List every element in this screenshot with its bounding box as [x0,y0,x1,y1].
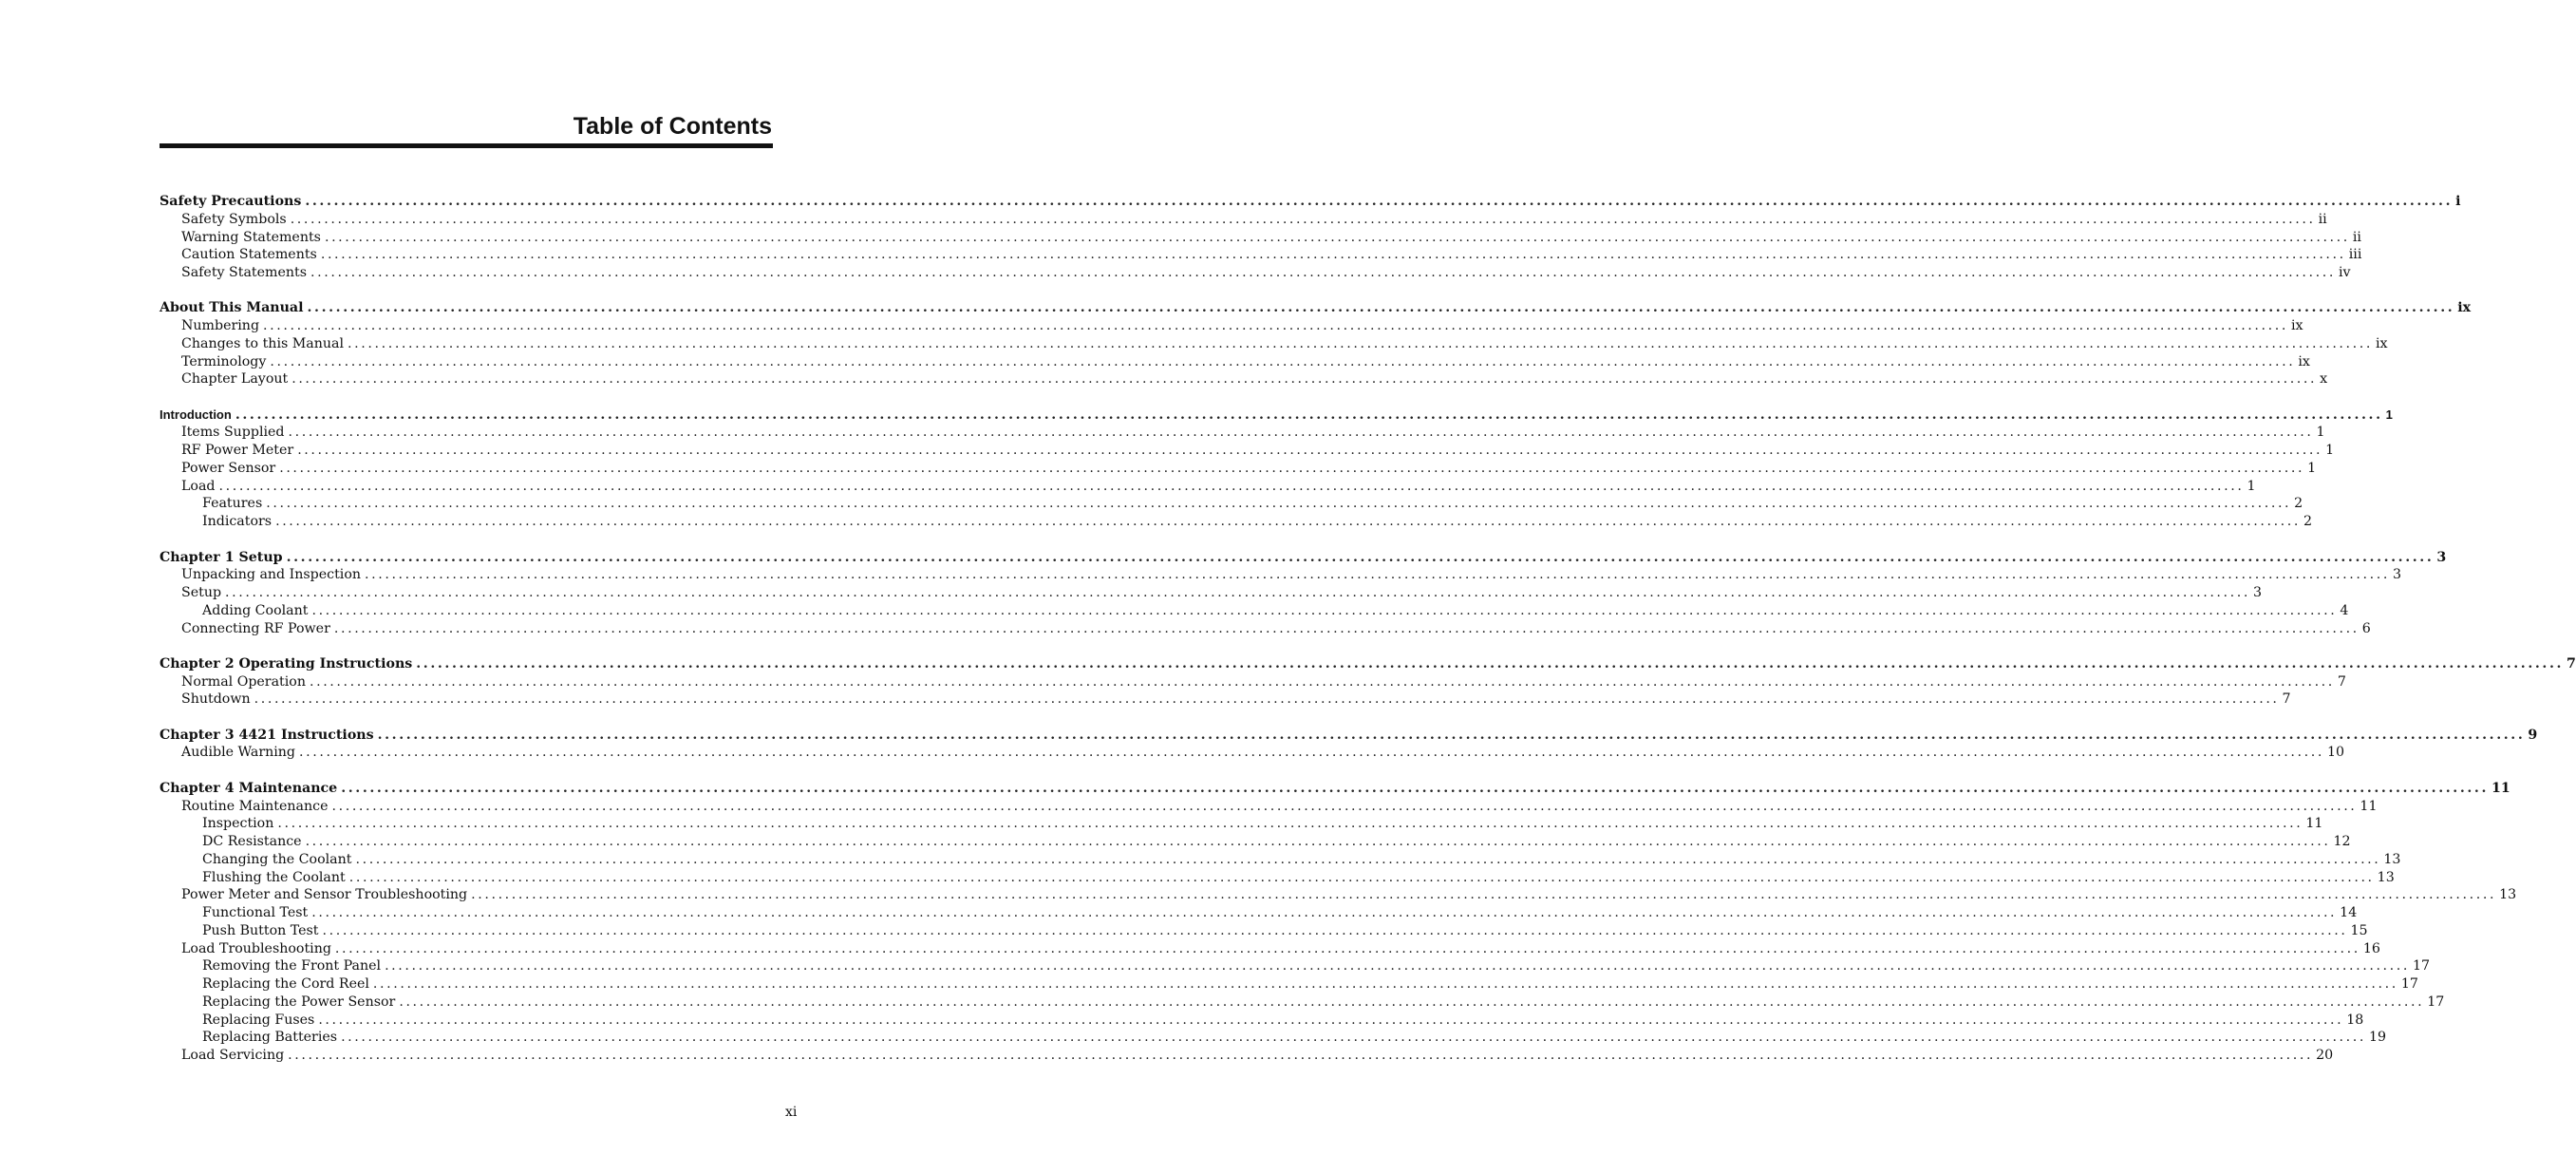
toc-entry[interactable] [160,317,2303,335]
toc-page-number: 14 [2340,905,2358,921]
dot-leader: ............................................................................................................................................................................................................................................................................................................ [275,514,2302,530]
toc-section-heading[interactable] [160,407,2393,425]
toc-section [160,727,2538,763]
dot-leader: ............................................................................................................................................................................................................................................................................................................ [310,265,2336,280]
toc-entry-label: Items Supplied [181,425,285,441]
toc-section [160,407,2393,531]
toc-page-number: 15 [2350,922,2368,938]
dot-leader: ............................................................................................................................................................................................................................................................................................................ [286,549,2435,565]
toc-page-number: 10 [2326,745,2345,761]
toc-entry-label: Safety Statements [181,265,307,280]
toc-page-number: 20 [2316,1048,2334,1064]
toc-entry[interactable] [160,922,2368,940]
toc-section-heading[interactable] [160,780,2510,798]
toc-entry-label: Flushing the Coolant [202,869,346,885]
toc-page-number: 7 [2567,655,2576,672]
toc-section-heading[interactable] [160,549,2447,567]
toc-page-number: iii [2348,247,2362,263]
toc-entry-label: Chapter 1 Setup [160,549,283,565]
toc-page-number: 16 [2362,940,2380,956]
toc-entry[interactable] [160,211,2327,229]
dot-leader: ............................................................................................................................................................................................................................................................................................................ [288,1048,2314,1064]
dot-leader: ............................................................................................................................................................................................................................................................................................................ [305,834,2331,850]
dot-leader: ............................................................................................................................................................................................................................................................................................................ [471,887,2497,903]
toc-page-number: 2 [2303,514,2313,530]
toc-page-number: 13 [2383,851,2401,867]
toc-section [160,780,2517,1065]
toc-entry-label: Functional Test [202,905,309,921]
toc-entry[interactable] [160,513,2313,531]
toc-entry[interactable] [160,1029,2387,1047]
toc-page-number: 3 [2436,549,2447,565]
page-number: xi [785,1105,798,1120]
toc-entry[interactable] [160,886,2517,904]
toc-entry[interactable] [160,957,2431,975]
dot-leader: ............................................................................................................................................................................................................................................................................................................ [291,371,2318,388]
dot-leader: ............................................................................................................................................................................................................................................................................................................ [318,1012,2344,1028]
dot-leader: ............................................................................................................................................................................................................................................................................................................ [322,922,2348,938]
page-title: Table of Contents [573,113,772,140]
toc-entry[interactable] [160,904,2358,922]
toc-entry-label: DC Resistance [202,834,302,850]
dot-leader: ............................................................................................................................................................................................................................................................................................................ [311,602,2338,618]
toc-entry[interactable] [160,424,2325,442]
dot-leader: ............................................................................................................................................................................................................................................................................................................ [254,691,2280,708]
dot-leader: ............................................................................................................................................................................................................................................................................................................ [385,958,2410,974]
dot-leader: ............................................................................................................................................................................................................................................................................................................ [324,229,2350,245]
toc-entry-label: About This Manual [160,300,304,316]
toc-page-number: 13 [2377,869,2395,885]
toc-entry[interactable] [160,264,2351,282]
toc-section [160,655,2576,709]
dot-leader: ............................................................................................................................................................................................................................................................................................................ [365,567,2390,583]
toc-entry[interactable] [160,442,2335,460]
dot-leader: ............................................................................................................................................................................................................................................................................................................ [311,905,2338,921]
toc-entry[interactable] [160,620,2371,638]
toc-entry-label: Shutdown [181,691,251,708]
toc-entry-label: Warning Statements [181,229,321,245]
toc-section-heading[interactable] [160,193,2461,211]
toc-page-number: 1 [2385,407,2393,422]
dot-leader: ............................................................................................................................................................................................................................................................................................................ [218,478,2245,494]
dot-leader: ............................................................................................................................................................................................................................................................................................................ [288,425,2314,441]
toc-entry[interactable] [160,993,2445,1012]
toc-entry[interactable] [160,602,2349,620]
toc-entry-label: Replacing Batteries [202,1030,338,1046]
dot-leader: ............................................................................................................................................................................................................................................................................................................ [355,851,2381,867]
toc-entry[interactable] [160,478,2256,496]
toc-page-number: 13 [2499,887,2517,903]
dot-leader: ............................................................................................................................................................................................................................................................................................................ [305,194,2454,209]
toc-entry-label: Inspection [202,816,274,832]
toc-page-number: 4 [2340,602,2349,618]
toc-entry[interactable] [160,975,2418,993]
toc-entry-label: Caution Statements [181,247,317,263]
dot-leader: ............................................................................................................................................................................................................................................................................................................ [399,993,2425,1010]
dot-leader: ............................................................................................................................................................................................................................................................................................................ [416,655,2565,672]
dot-leader: ............................................................................................................................................................................................................................................................................................................ [277,816,2303,832]
toc-entry-label: Features [202,496,263,512]
toc-entry-label: Safety Precautions [160,194,302,209]
toc-entry-label: Unpacking and Inspection [181,567,361,583]
toc-entry[interactable] [160,229,2361,247]
toc-page-number: 7 [2282,691,2291,708]
toc-entry[interactable] [160,460,2317,478]
toc-entry[interactable] [160,851,2401,869]
toc-entry-label: Changing the Coolant [202,851,352,867]
toc-section-heading[interactable] [160,299,2472,317]
dot-leader: ............................................................................................................................................................................................................................................................................................................ [334,940,2360,956]
toc-page-number: 3 [2392,567,2401,583]
toc-page-number: 12 [2333,834,2351,850]
toc-section-heading[interactable] [160,655,2576,673]
toc-entry-label: Replacing the Cord Reel [202,976,369,993]
dot-leader: ............................................................................................................................................................................................................................................................................................................ [270,353,2296,369]
toc-page-number: 9 [2528,727,2538,743]
toc-entry[interactable] [160,584,2263,602]
toc-entry-label: Numbering [181,318,260,334]
toc-entry-label: Changes to this Manual [181,335,345,351]
dot-leader: ............................................................................................................................................................................................................................................................................................................ [299,745,2324,761]
toc-entry[interactable] [160,246,2362,264]
toc-entry[interactable] [160,353,2310,371]
toc-page-number: 17 [2413,958,2431,974]
toc-page-number: 1 [2307,460,2317,476]
toc-entry-label: Introduction [160,407,232,422]
toc-page-number: 11 [2491,780,2510,796]
toc-page-number: 11 [2305,816,2323,832]
toc-page-number: 11 [2360,798,2378,814]
toc-page-number: 1 [2316,425,2325,441]
toc-entry-label: Safety Symbols [181,211,287,227]
toc-page-number: 19 [2369,1030,2387,1046]
toc-entry[interactable] [160,815,2323,833]
toc-entry-label: Load Servicing [181,1048,285,1064]
toc-entry[interactable] [160,744,2345,762]
toc-entry-label: Chapter Layout [181,371,289,388]
toc-page-number: 6 [2361,620,2371,636]
toc-entry-label: Routine Maintenance [181,798,329,814]
toc-entry-label: Removing the Front Panel [202,958,382,974]
toc-entry[interactable] [160,335,2388,353]
toc-page-number: 17 [2400,976,2418,993]
toc-page-number: ii [2352,229,2361,245]
toc-entry-label: Power Meter and Sensor Troubleshooting [181,887,468,903]
toc-page-number: x [2320,371,2328,388]
toc-entry[interactable] [160,370,2328,388]
toc-page-number: ix [2457,300,2472,316]
dot-leader: ............................................................................................................................................................................................................................................................................................................ [348,335,2373,351]
toc-entry-label: Chapter 3 4421 Instructions [160,727,374,743]
dot-leader: ............................................................................................................................................................................................................................................................................................................ [279,460,2305,476]
dot-leader: ............................................................................................................................................................................................................................................................................................................ [266,496,2292,512]
toc-entry[interactable] [160,691,2291,709]
toc-page-number: ix [2375,335,2388,351]
dot-leader: ............................................................................................................................................................................................................................................................................................................ [307,300,2455,316]
dot-leader: ............................................................................................................................................................................................................................................................................................................ [372,976,2398,993]
toc-page-number: 1 [2247,478,2256,494]
toc-entry-label: Load Troubleshooting [181,940,331,956]
dot-leader: ............................................................................................................................................................................................................................................................................................................ [341,1030,2366,1046]
toc-entry-label: Replacing the Power Sensor [202,993,396,1010]
dot-leader: ............................................................................................................................................................................................................................................................................................................ [309,673,2335,690]
toc-entry-label: Connecting RF Power [181,620,330,636]
toc-entry-label: Push Button Test [202,922,319,938]
toc-entry-label: Replacing Fuses [202,1012,315,1028]
toc-entry[interactable] [160,1012,2364,1030]
toc-entry-label: RF Power Meter [181,443,294,459]
toc-entry-label: Normal Operation [181,673,306,690]
dot-leader: ............................................................................................................................................................................................................................................................................................................ [348,869,2375,885]
toc-page-number: 3 [2252,585,2263,601]
toc-entry[interactable] [160,833,2351,851]
dot-leader: ............................................................................................................................................................................................................................................................................................................ [333,620,2360,636]
title-rule [160,143,773,148]
dot-leader: ............................................................................................................................................................................................................................................................................................................ [263,318,2288,334]
toc-entry-label: Indicators [202,514,273,530]
toc-entry-label: Power Sensor [181,460,276,476]
dot-leader: ............................................................................................................................................................................................................................................................................................................ [235,407,2383,423]
toc-entry[interactable] [160,673,2346,691]
toc-section [160,193,2461,282]
toc-entry[interactable] [160,1047,2334,1065]
toc-entry-label: Setup [181,585,222,601]
toc-entry[interactable] [160,566,2401,584]
toc-page-number: ix [2298,353,2310,369]
toc-page-number: 18 [2346,1012,2364,1028]
dot-leader: ............................................................................................................................................................................................................................................................................................................ [297,443,2323,459]
toc-entry-label: Terminology [181,353,267,369]
toc-section-heading[interactable] [160,727,2538,745]
dot-leader: ............................................................................................................................................................................................................................................................................................................ [225,585,2250,601]
dot-leader: ............................................................................................................................................................................................................................................................................................................ [320,247,2346,263]
toc-entry-label: Load [181,478,216,494]
toc-entry-label: Audible Warning [181,745,296,761]
toc-page-number: 1 [2325,443,2335,459]
dot-leader: ............................................................................................................................................................................................................................................................................................................ [377,727,2526,743]
toc-entry-label: Adding Coolant [202,602,309,618]
toc-page-number: ix [2290,318,2303,334]
table-of-contents [160,193,2576,1082]
toc-page-number: 7 [2337,673,2346,690]
dot-leader: ............................................................................................................................................................................................................................................................................................................ [290,211,2316,227]
toc-page-number: 17 [2427,993,2445,1010]
toc-entry[interactable] [160,495,2303,513]
toc-page-number: iv [2338,265,2351,280]
toc-entry-label: Chapter 2 Operating Instructions [160,655,413,672]
toc-section [160,299,2472,388]
toc-entry-label: Chapter 4 Maintenance [160,780,338,796]
dot-leader: ............................................................................................................................................................................................................................................................................................................ [331,798,2358,814]
toc-entry[interactable] [160,940,2380,958]
toc-page-number: i [2455,194,2461,209]
toc-entry[interactable] [160,869,2395,887]
toc-section [160,549,2447,638]
toc-page-number: 2 [2294,496,2303,512]
dot-leader: ............................................................................................................................................................................................................................................................................................................ [341,780,2489,796]
toc-page-number: ii [2318,211,2327,227]
toc-entry[interactable] [160,798,2378,816]
